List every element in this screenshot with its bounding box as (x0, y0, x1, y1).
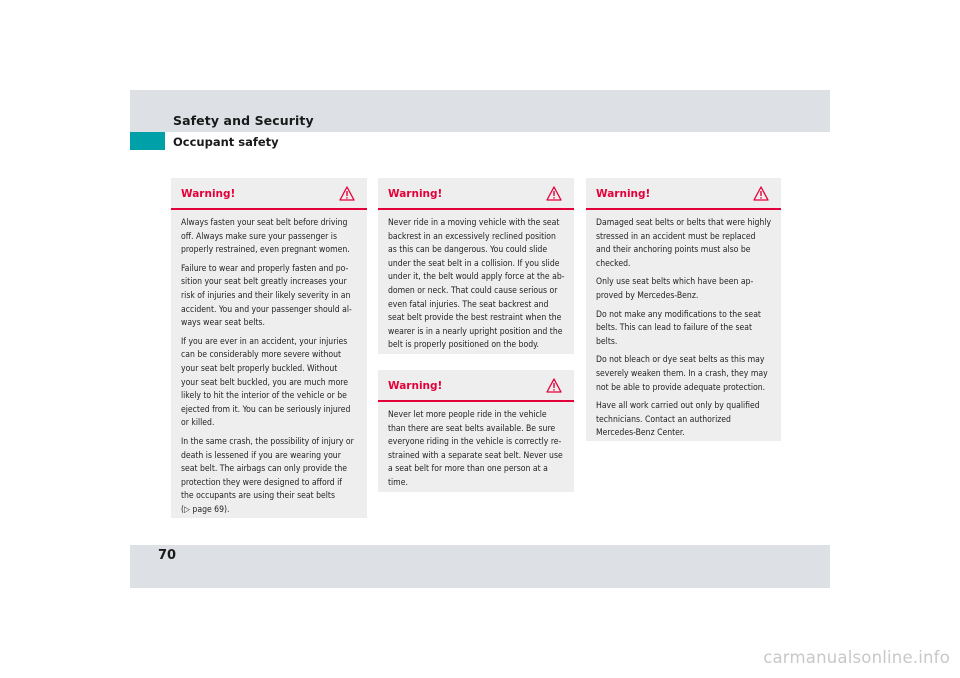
warning-paragraph: Have all work carried out only by qualified technicians. Contact an authorized Mercedes-Benz Center. (596, 401, 760, 439)
subsection-title: Occupant safety (173, 135, 279, 149)
warning-title: Warning! (181, 188, 236, 200)
warning-triangle-icon (753, 186, 769, 201)
warning-body (171, 210, 367, 525)
section-accent-block (130, 132, 165, 150)
warning-paragraph: Do not bleach or dye seat belts as this may severely weaken them. In a crash, they may not be able to provide adequate protection. (596, 355, 768, 393)
warning-paragraph: Do not make any modifications to the seat belts. This can lead to failure of the seat belts. (596, 309, 761, 347)
warning-triangle-icon (339, 186, 355, 201)
warning-paragraph: Damaged seat belts or belts that were highly stressed in an accident must be replaced and their anchoring points must also be checked. (596, 218, 772, 269)
section-title: Safety and Security (173, 113, 314, 128)
warning-paragraph: Failure to wear and properly fasten and po- sition your seat belt greatly increases your risk of injuries and their likely severity in an accident. You and your passenger should al- ways wear seat belts. (181, 263, 352, 329)
warning-body (378, 402, 574, 499)
page-number: 70 (158, 548, 177, 563)
warning-header (586, 178, 781, 210)
warning-box-reclined-backrest (378, 178, 574, 354)
warning-box-one-person-per-belt (378, 370, 574, 492)
footer-band (130, 545, 830, 588)
warning-paragraph: Never let more people ride in the vehicle than there are seat belts available. Be sure everyone riding in the vehicle is correctly re- strained with a separate seat belt. Never use a seat belt for more than one person at a time. (388, 410, 563, 488)
warning-title: Warning! (596, 188, 651, 200)
warning-paragraph: Never ride in a moving vehicle with the seat backrest in an excessively reclined position as this can be dangerous. You could slide under the seat belt in a collision. If you slide under it, the belt would apply force at the ab- domen or neck. That could cause serious or even fatal injuries. The seat backrest and seat belt provide the best restraint when the wearer is in a nearly upright position and the belt is properly positioned on the body. (388, 218, 565, 351)
warning-triangle-icon (546, 186, 562, 201)
watermark-text: carmanualsonline.info (763, 648, 950, 667)
warning-body (586, 210, 781, 449)
warning-header (378, 370, 574, 402)
warning-title: Warning! (388, 188, 443, 200)
warning-box-damaged-seat-belts (586, 178, 781, 441)
warning-paragraph: Always fasten your seat belt before driving off. Always make sure your passenger is properly restrained, even pregnant women. (181, 218, 350, 256)
warning-triangle-icon (546, 378, 562, 393)
warning-box-seat-belt-fastening (171, 178, 367, 518)
warning-header (171, 178, 367, 210)
warning-paragraph: If you are ever in an accident, your injuries can be considerably more severe without your seat belt properly buckled. Without your seat belt buckled, you are much more likely to hit the interior of the vehicle or be ejected from it. You can be seriously injured or killed. (181, 336, 351, 429)
warning-body (378, 210, 574, 361)
warning-paragraph: In the same crash, the possibility of injury or death is lessened if you are wearing your seat belt. The airbags can only provide the protection they were designed to afford if the occupants are using their seat belts (▷ page 69). (181, 436, 354, 515)
warning-header (378, 178, 574, 210)
warning-paragraph: Only use seat belts which have been ap- proved by Mercedes-Benz. (596, 277, 754, 301)
warning-title: Warning! (388, 380, 443, 392)
